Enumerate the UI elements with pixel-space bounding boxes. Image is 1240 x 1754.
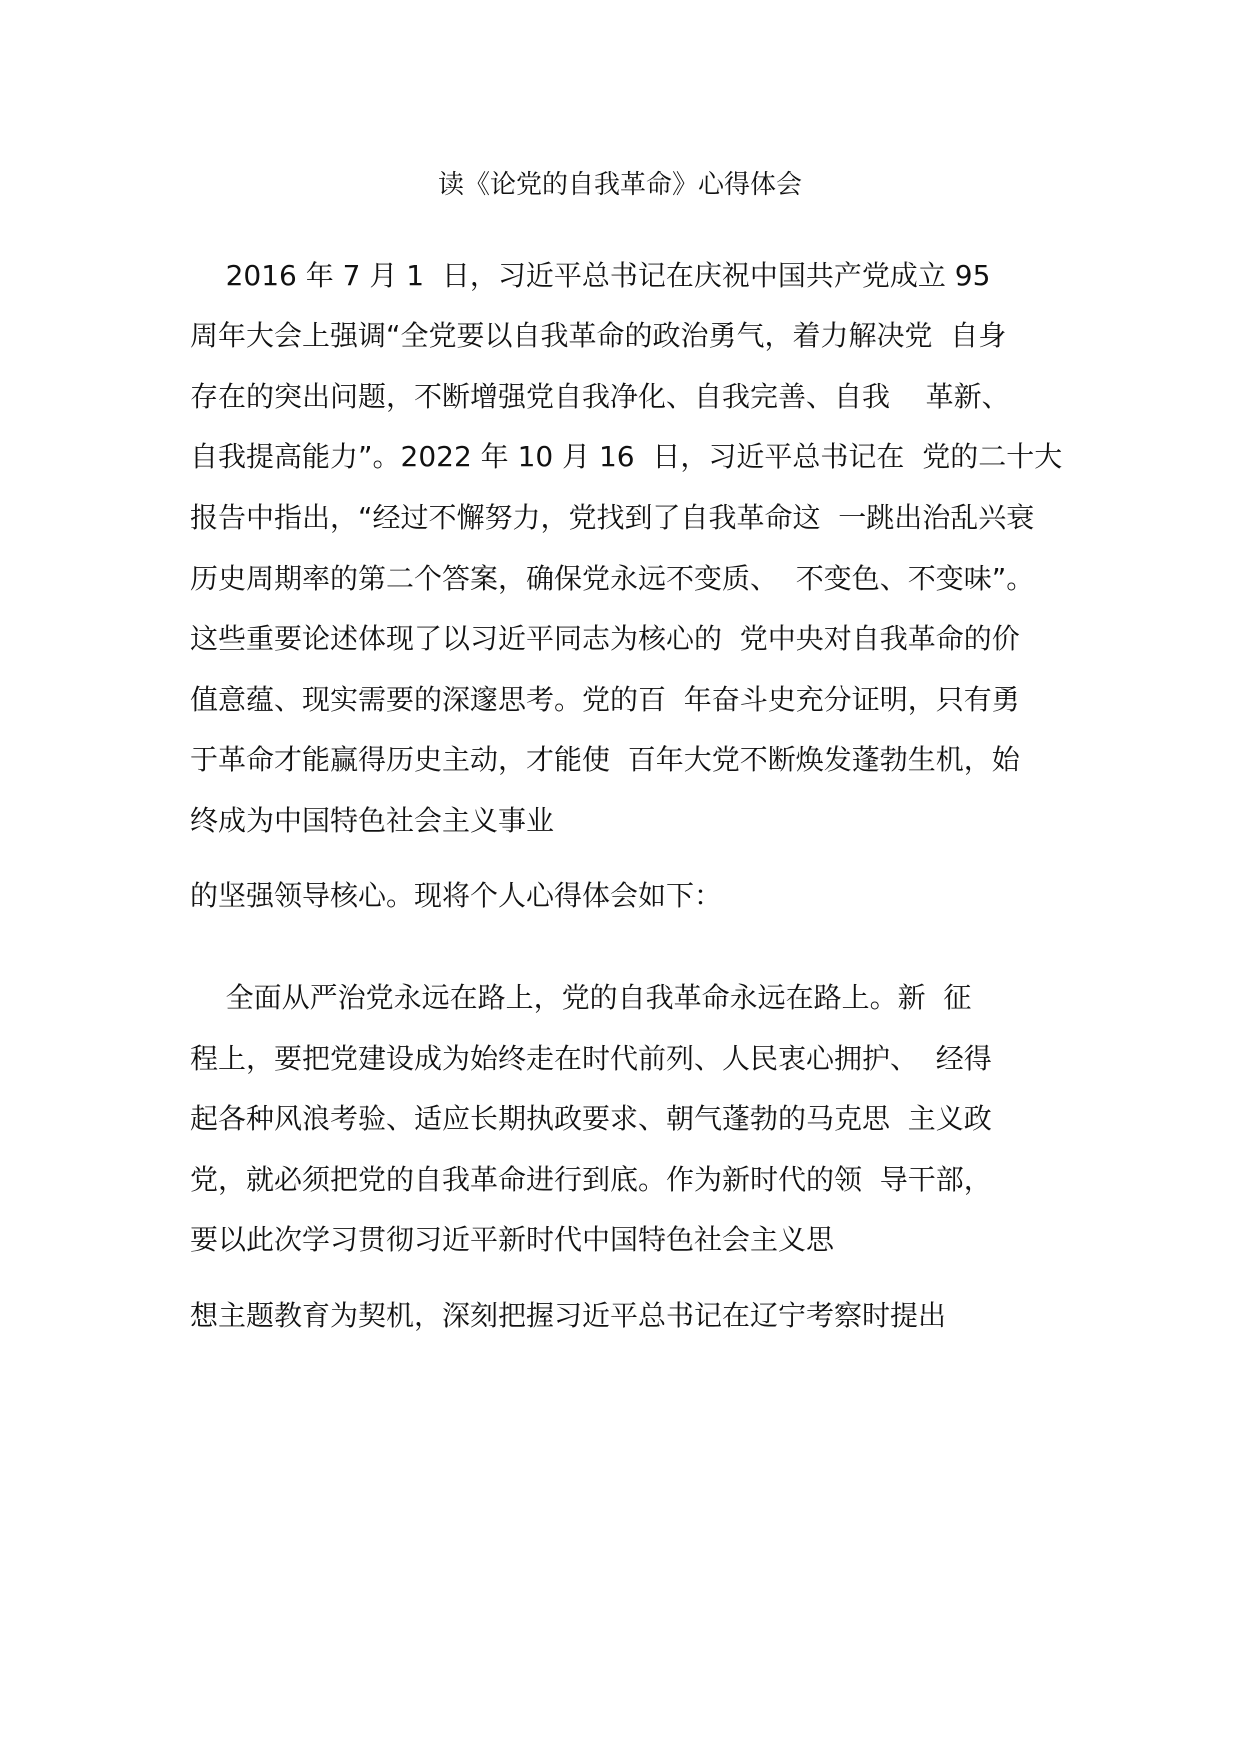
paragraph-1-line-3: 存在的突出问题，不断增强党自我净化、自我完善、自我 革新、 xyxy=(190,380,1010,413)
paragraph-1-line-6: 历史周期率的第二个答案，确保党永远不变质、 不变色、不变味”。 xyxy=(190,562,1035,595)
paragraph-2-continuation: 想主题教育为契机，深刻把握习近平总书记在辽宁考察时提出 xyxy=(190,1299,947,1332)
paragraph-2-line-4: 党，就必须把党的自我革命进行到底。作为新时代的领 导干部， xyxy=(190,1163,992,1196)
paragraph-1-line-1: 2016 年 7 月 1 日，习近平总书记在庆祝中国共产党成立 95 xyxy=(190,259,991,292)
paragraph-2-line-5: 要以此次学习贯彻习近平新时代中国特色社会主义思 xyxy=(190,1223,835,1256)
paragraph-1-line-7: 这些重要论述体现了以习近平同志为核心的 党中央对自我革命的价 xyxy=(190,622,1020,655)
paragraph-1-line-8: 值意蕴、现实需要的深邃思考。党的百 年奋斗史充分证明，只有勇 xyxy=(190,683,1020,716)
paragraph-1-line-4: 自我提高能力”。2022 年 10 月 16 日，习近平总书记在 党的二十大 xyxy=(190,440,1063,473)
document-title: 读《论党的自我革命》心得体会 xyxy=(437,170,802,200)
paragraph-1-continuation: 的坚强领导核心。现将个人心得体会如下： xyxy=(190,879,723,912)
paragraph-1-line-2: 周年大会上强调“全党要以自我革命的政治勇气，着力解决党 自身 xyxy=(190,319,1007,352)
paragraph-1-line-10: 终成为中国特色社会主义事业 xyxy=(190,804,555,837)
paragraph-1-line-5: 报告中指出，“经过不懈努力，党找到了自我革命这 一跳出治乱兴衰 xyxy=(190,501,1035,534)
paragraph-2-line-2: 程上，要把党建设成为始终走在时代前列、人民衷心拥护、 经得 xyxy=(190,1042,992,1075)
paragraph-2-line-1: 全面从严治党永远在路上，党的自我革命永远在路上。新 征 xyxy=(190,981,972,1014)
paragraph-1-line-9: 于革命才能赢得历史主动，才能使 百年大党不断焕发蓬勃生机，始 xyxy=(190,743,1020,776)
paragraph-2-line-3: 起各种风浪考验、适应长期执政要求、朝气蓬勃的马克思 主义政 xyxy=(190,1102,992,1135)
